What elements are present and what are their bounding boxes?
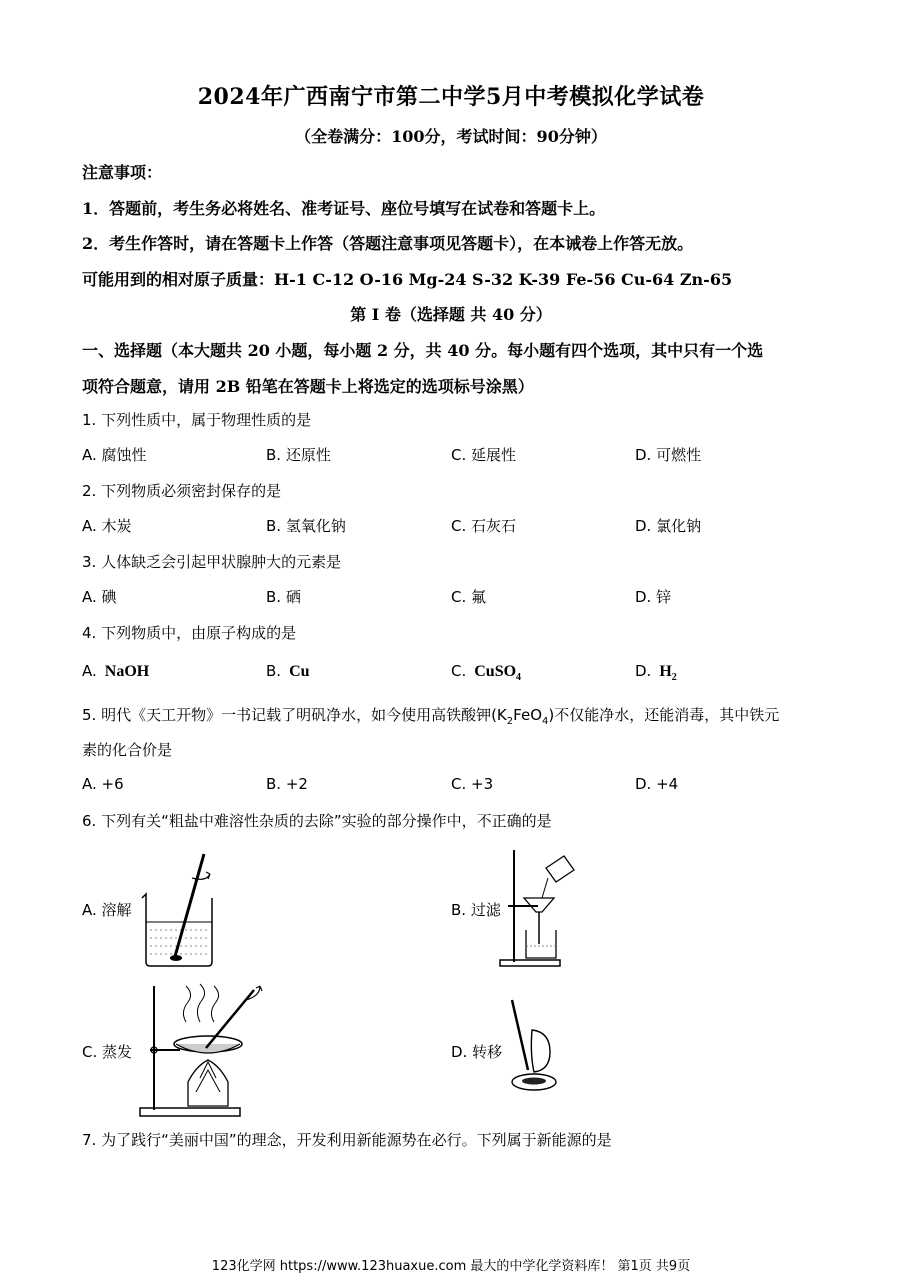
page-footer: 123化学网 https://www.123huaxue.com 最大的中学化学资料库！ 第1页 共9页 [211, 1259, 691, 1274]
option-letter: C. [451, 662, 467, 680]
question-4-option-d[interactable] [635, 662, 677, 683]
question-4-option-c[interactable] [451, 662, 521, 683]
question-3-stem: 3. 人体缺乏会引起甲状腺肿大的元素是 [82, 553, 342, 571]
notes-item-1: 1．答题前，考生务必将姓名、准考证号、座位号填写在试卷和答题卡上。 [82, 199, 606, 218]
question-2-option-c[interactable]: C. 石灰石 [451, 517, 517, 535]
question-5-stem-line2: 素的化合价是 [82, 741, 173, 759]
question-6-option-d[interactable]: D. 转移 [451, 1043, 503, 1061]
notes-heading: 注意事项： [82, 163, 163, 182]
question-6-option-c[interactable]: C. 蒸发 [82, 1043, 133, 1061]
question-2-stem: 2. 下列物质必须密封保存的是 [82, 482, 282, 500]
formula-naoh: NaOH [104, 663, 150, 680]
section-instructions-line2: 项符合题意，请用 2B 铅笔在答题卡上将选定的选项标号涂黑） [82, 377, 534, 396]
question-3-option-a[interactable]: A. 碘 [82, 588, 117, 606]
exam-title: 2024年广西南宁市第二中学5月中考模拟化学试卷 [197, 84, 705, 110]
question-1-option-a[interactable]: A. 腐蚀性 [82, 446, 147, 464]
notes-item-2: 2．考生作答时，请在答题卡上作答（答题注意事项见答题卡），在本诫卷上作答无放。 [82, 234, 694, 253]
question-2-option-b[interactable]: B. 氢氧化钠 [266, 517, 346, 535]
section-instructions-line1: 一、选择题（本大题共 20 小题，每小题 2 分，共 40 分。每小题有四个选项，其中只有一个选 [82, 341, 764, 360]
question-5-option-c[interactable]: C. +3 [451, 775, 494, 793]
question-3-option-c[interactable]: C. 氟 [451, 588, 487, 606]
formula-cu: Cu [289, 663, 310, 680]
question-2-option-d[interactable]: D. 氯化钠 [635, 517, 702, 535]
question-6-option-b[interactable]: B. 过滤 [451, 901, 501, 919]
question-3-option-b[interactable]: B. 硒 [266, 588, 301, 606]
exam-subtitle: （全卷满分：100分，考试时间：90分钟） [295, 127, 607, 146]
question-5-option-a[interactable]: A. +6 [82, 775, 124, 793]
question-4-stem: 4. 下列物质中，由原子构成的是 [82, 624, 297, 642]
formula-h2: $H_2$ [659, 663, 677, 684]
atomic-masses: 可能用到的相对原子质量：H-1 C-12 O-16 Mg-24 S-32 K-39 Fe-56 Cu-64 Zn-65 [82, 270, 733, 289]
dissolving-beaker-illustration [138, 850, 218, 968]
question-1-option-d[interactable]: D. 可燃性 [635, 446, 702, 464]
question-7-stem: 7. 为了践行“美丽中国”的理念，开发利用新能源势在必行。下列属于新能源的是 [82, 1131, 612, 1149]
evaporation-apparatus-illustration [136, 982, 266, 1120]
filtration-apparatus-illustration [498, 848, 580, 968]
option-letter: B. [266, 662, 282, 680]
question-1-stem: 1. 下列性质中，属于物理性质的是 [82, 411, 312, 429]
question-1-option-b[interactable]: B. 还原性 [266, 446, 331, 464]
formula-cuso4: CuSO$_4$ [474, 663, 522, 684]
question-5-stem: 5. 明代《天工开物》一书记载了明矾净水，如今使用高铁酸钾$(K_2FeO_4)$不仅能净水，还能消毒，其中铁元 [82, 706, 780, 727]
section-title: 第 I 卷（选择题 共 40 分） [350, 305, 552, 324]
question-3-option-d[interactable]: D. 锌 [635, 588, 672, 606]
question-5-option-d[interactable]: D. +4 [635, 775, 679, 793]
option-letter: A. [82, 662, 97, 680]
question-5-option-b[interactable]: B. +2 [266, 775, 308, 793]
option-letter: D. [635, 662, 652, 680]
transfer-solid-illustration [500, 994, 560, 1100]
question-6-stem: 6. 下列有关“粗盐中难溶性杂质的去除”实验的部分操作中，不正确的是 [82, 812, 552, 830]
question-2-option-a[interactable]: A. 木炭 [82, 517, 132, 535]
question-1-option-c[interactable]: C. 延展性 [451, 446, 517, 464]
question-4-option-a[interactable] [82, 662, 149, 681]
question-4-option-b[interactable] [266, 662, 310, 681]
question-6-option-a[interactable]: A. 溶解 [82, 901, 132, 919]
